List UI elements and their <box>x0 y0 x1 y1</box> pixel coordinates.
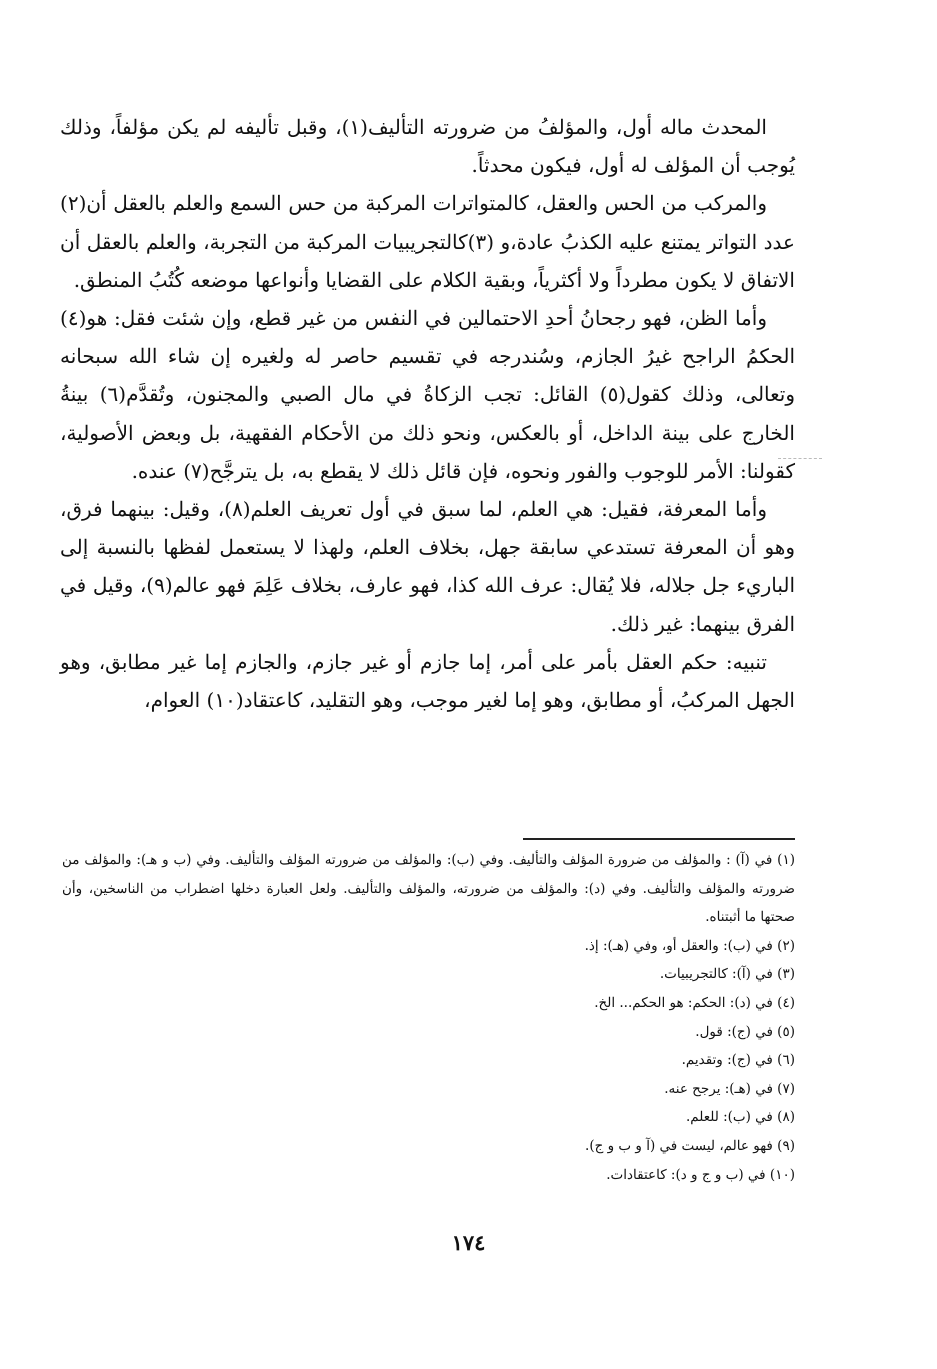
footnotes <box>62 846 795 1189</box>
paragraph: والمركب من الحس والعقل، كالمتواترات المركبة من حس السمع والعلم بالعقل أن(٢) عدد التواتر يمتنع عليه الكذبُ عادة،و (٣)كالتجريبيات المركبة من التجربة، والعلم بالعقل أن الاتفاق لا يكون مطرداً ولا أكثرياً، وبقية الكلام على القضايا وأنواعها موضعه كُتُبُ المنطق. <box>60 191 795 292</box>
footnote-separator <box>523 838 795 840</box>
footnote-5: (٥) في (ج): قول. <box>695 1023 795 1040</box>
footnote-6: (٦) في (ج): وتقديم. <box>681 1052 795 1069</box>
footnote-1: (١) في (آ) : والمؤلف من ضرورة المؤلف والتأليف. وفي (ب): والمؤلف من ضرورته المؤلف والتأليف. وفي (ب و هـ): والمؤلف من ضرورته والمؤلف والتأليف. وفي (د): والمؤلف من ضرورته، والمؤلف والتأليف. ولعل العبارة دخلها اضطراب من الناسخين، وأن صحتها ما أثبتناه. <box>62 852 795 926</box>
footnote-8: (٨) في (ب): للعلم. <box>685 1109 795 1126</box>
margin-mark <box>778 458 822 459</box>
page-number: ١٧٤ <box>451 1230 486 1255</box>
main-text <box>60 108 795 719</box>
footnote-7: (٧) في (هـ): يرجح عنه. <box>664 1080 795 1097</box>
footnote-10: (١٠) في (ب و ج و د): كاعتقادات. <box>606 1166 795 1183</box>
paragraph: المحدث ماله أول، والمؤلفُ من ضرورته التأليف(١)، وقبل تأليفه لم يكن مؤلفاً، وذلك يُوجب أن المؤلف له أول، فيكون محدثاً. <box>60 115 795 178</box>
footnote-9: (٩) فهو عالم، ليست في (آ و ب و ج). <box>585 1137 795 1154</box>
footnote-4: (٤) في (د): الحكم: هو الحكم... الخ. <box>594 994 795 1011</box>
footnote-2: (٢) في (ب): والعقل أو، وفي (هـ): إذ. <box>584 937 795 954</box>
paragraph: وأما المعرفة، فقيل: هي العلم، لما سبق في أول تعريف العلم(٨)، وقيل: بينهما فرق، وهو أن المعرفة تستدعي سابقة جهل، بخلاف العلم، ولهذا لا يستعمل لفظها بالنسبة إلى الباريء جل جلاله، فلا يُقال: عرف الله كذا، فهو عارف، بخلاف عَلِمَ فهو عالم(٩)، وقيل في الفرق بينهما: غير ذلك. <box>60 497 796 636</box>
paragraph: وأما الظن، فهو رجحانُ أحدِ الاحتمالين في النفس من غير قطع، وإن شئت فقل: هو(٤) الحكمُ الراجح غيرُ الجازم، وسُندرجه في تقسيم حاصر له ولغيره إن شاء الله سبحانه وتعالى، وذلك كقول(٥) القائل: تجب الزكاةُ في مال الصبي والمجنون، وتُقدَّم(٦) بينةُ الخارج على بينة الداخل، أو بالعكس، ونحو ذلك من الأحكام الفقهية، بل وبعض الأصولية، كقولنا: الأمر للوجوب والفور ونحوه، فإن قائل ذلك لا يقطع به، بل يترجَّح(٧) عنده. <box>60 306 796 483</box>
paragraph: تنبيه: حكم العقل بأمر على أمر، إما جازم أو غير جازم، والجازم إما غير مطابق، وهو الجهل المركبُ، أو مطابق، وهو إما لغير موجب، وهو التقليد، كاعتقاد(١٠) العوام، <box>60 649 795 713</box>
footnote-3: (٣) في (آ): كالتجريبيات. <box>659 966 795 983</box>
